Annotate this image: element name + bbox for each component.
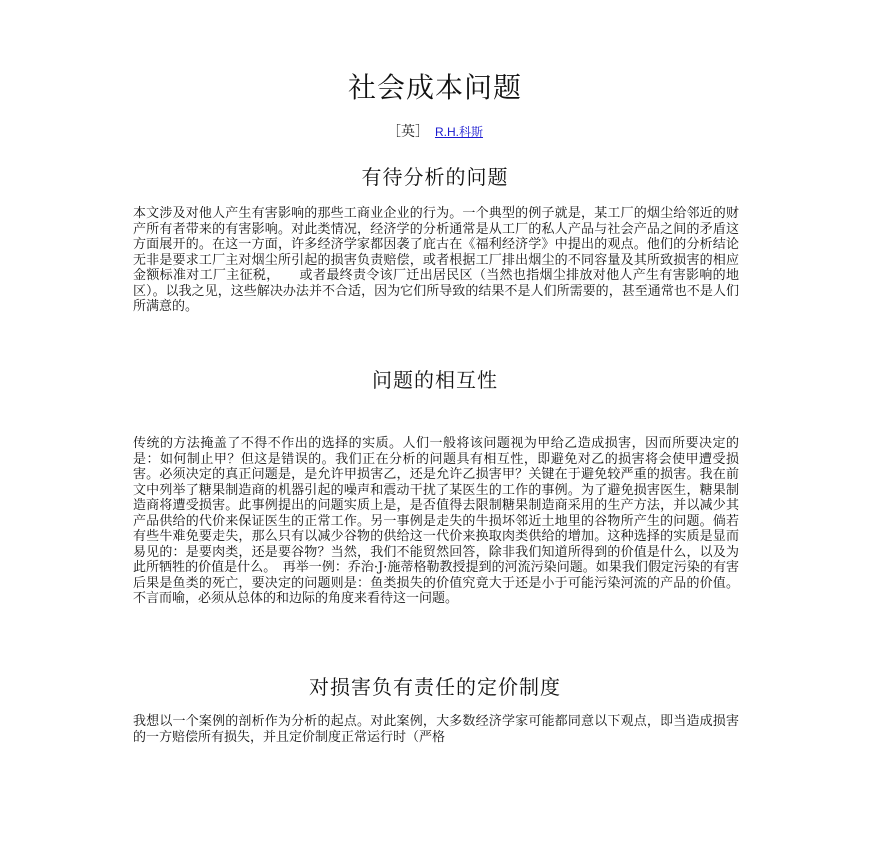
byline (0, 122, 870, 142)
section-heading: 有待分析的问题 (361, 165, 509, 189)
section-paragraph: 传统的方法掩盖了不得不作出的选择的实质。人们一般将该问题视为甲给乙造成损害，因而所要决定的是：如何制止甲？但这是错误的。我们正在分析的问题具有相互性，即避免对乙的损害将会使甲遭受损害。必须决定的真正问题是，是允许甲损害乙，还是允许乙损害甲？关键在于避免较严重的损害。我在前文中列举了糖果制造商的机器引起的噪声和震动干扰了某医生的工作的事例。为了避免损害医生，糖果制造商将遭受损害。此事例提出的问题实质上是，是否值得去限制糖果制造商采用的生产方法，并以减少其产品供给的代价来保证医生的正常工作。另一事例是走失的牛损坏邻近土地里的谷物所产生的问题。倘若有些牛难免要走失，那么只有以减少谷物的供给这一代价来换取肉类供给的增加。这种选择的实质是显而易见的：是要肉类，还是要谷物？当然，我们不能贸然回答，除非我们知道所得到的价值是什么，以及为此所牺牲的价值是什么。 再举一例：乔治·J·施蒂格勒教授提到的河流污染问题。如果我们假定污染的有害后果是鱼类的死亡，要决定的问题则是：鱼类损失的价值究竟大于还是小于可能污染河流的产品的价值。不言而喻，必须从总体的和边际的角度来看待这一问题。 (133, 436, 739, 606)
section-heading: 对损害负有责任的定价制度 (309, 675, 561, 699)
byline-prefix: ［英］ (386, 124, 429, 140)
author-link[interactable]: R.H.科斯 (434, 125, 483, 139)
section-paragraph: 本文涉及对他人产生有害影响的那些工商业企业的行为。一个典型的例子就是，某工厂的烟尘给邻近的财产所有者带来的有害影响。对此类情况，经济学的分析通常是从工厂的私人产品与社会产品之间的矛盾这方面展开的。在这一方面，许多经济学家都因袭了庇古在《福利经济学》中提出的观点。他们的分析结论无非是要求工厂主对烟尘所引起的损害负责赔偿，或者根据工厂排出烟尘的不同容量及其所致损害的相应金额标准对工厂主征税， 或者最终责令该厂迁出居民区（当然也指烟尘排放对他人产生有害影响的地区）。以我之见，这些解决办法并不合适，因为它们所导致的结果不是人们所需要的，甚至通常也不是人们所满意的。 (133, 206, 739, 314)
section-heading: 问题的相互性 (372, 368, 498, 392)
section-paragraph: 我想以一个案例的剖析作为分析的起点。对此案例，大多数经济学家可能都同意以下观点，即当造成损害的一方赔偿所有损失，并且定价制度正常运行时（严格 (133, 714, 739, 745)
page-title: 社会成本问题 (347, 71, 522, 104)
